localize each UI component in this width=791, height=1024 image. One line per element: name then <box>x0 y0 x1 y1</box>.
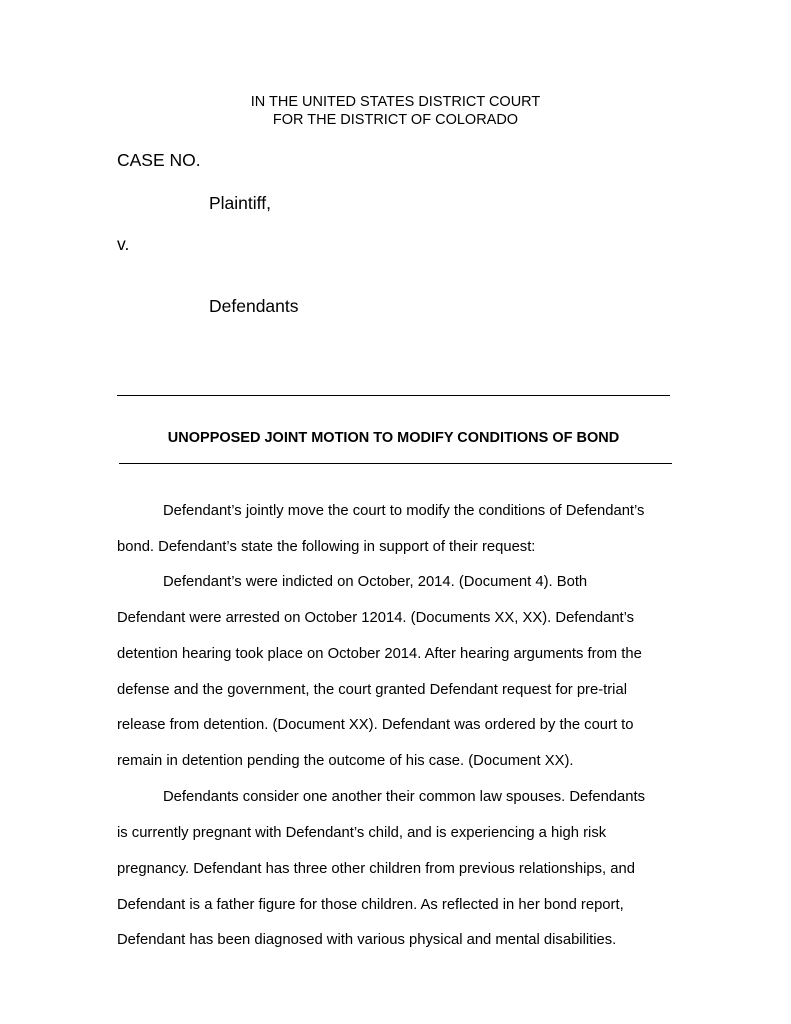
body-line: pregnancy. Defendant has three other children from previous relationships, and <box>117 861 635 877</box>
case-number-label: CASE NO. <box>117 150 201 170</box>
court-district-line: FOR THE DISTRICT OF COLORADO <box>272 112 519 128</box>
body-line: release from detention. (Document XX). Defendant was ordered by the court to <box>117 717 634 733</box>
court-name-line: IN THE UNITED STATES DISTRICT COURT <box>250 94 541 110</box>
body-line: Defendant were arrested on October 12014. (Documents XX, XX). Defendant’s <box>117 610 635 626</box>
caption-divider-top <box>117 395 670 396</box>
body-line: Defendant is a father figure for those children. As reflected in her bond report, <box>117 897 624 913</box>
caption-divider-bottom <box>119 463 672 464</box>
motion-title: UNOPPOSED JOINT MOTION TO MODIFY CONDITIONS OF BOND <box>167 430 620 446</box>
body-line: Defendant’s jointly move the court to modify the conditions of Defendant’s <box>163 503 645 519</box>
body-line: detention hearing took place on October 2014. After hearing arguments from the <box>117 646 642 662</box>
body-line: defense and the government, the court granted Defendant request for pre-trial <box>117 682 627 698</box>
plaintiff-label: Plaintiff, <box>209 193 271 213</box>
body-line: Defendant has been diagnosed with various physical and mental disabilities. <box>117 932 617 948</box>
body-line: is currently pregnant with Defendant’s child, and is experiencing a high risk <box>117 825 607 841</box>
versus-label: v. <box>117 234 130 254</box>
body-line: Defendant’s were indicted on October, 2014. (Document 4). Both <box>163 574 588 590</box>
body-line: remain in detention pending the outcome of his case. (Document XX). <box>117 753 574 769</box>
body-line: Defendants consider one another their common law spouses. Defendants <box>163 789 646 805</box>
body-line: bond. Defendant’s state the following in support of their request: <box>117 539 536 555</box>
defendants-label: Defendants <box>209 296 299 316</box>
